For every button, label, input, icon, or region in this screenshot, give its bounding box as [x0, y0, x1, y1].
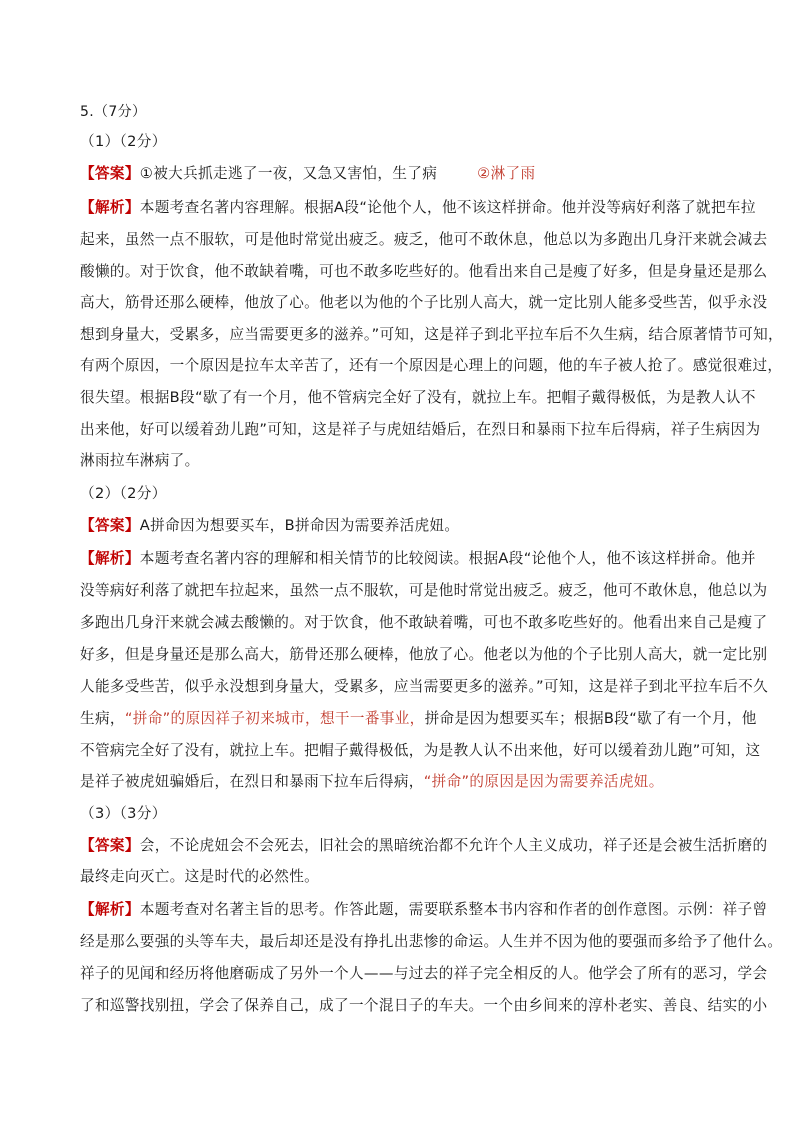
part2-title: （2）（2分）: [80, 485, 167, 502]
part2-answer-text: A拼命因为想要买车，B拼命因为需要养活虎妞。: [139, 517, 460, 534]
part3-analysis-line: 【解析】本题考查对名著主旨的思考。作答此题，需要联系整本书内容和作者的创作意图。示例：祥子曾: [80, 901, 768, 918]
part3-analysis-line: 了和巡警找别扭，学会了保养自己，成了一个混日子的车夫。一个由乡间来的淳朴老实、善良、结实的小: [80, 997, 768, 1014]
answer-label: 【答案】: [80, 165, 140, 182]
part2-analysis-line: 没等病好利落了就把车拉起来，虽然一点不服软，可是他时常觉出疲乏。疲乏，他可不敢休息，他总以为: [80, 582, 768, 599]
analysis-label: 【解析】: [80, 901, 140, 918]
part1-analysis-line: 【解析】本题考查名著内容理解。根据A段“论他个人，他不该这样拼命。他并没等病好利落了就把车拉: [80, 199, 756, 216]
part1-analysis-line: 酸懒的。对于饮食，他不敢缺着嘴，可也不敢多吃些好的。他看出来自己是瘦了好多，但是身量还是那么: [80, 263, 768, 280]
highlight-text: “拼命”的原因是因为需要养活虎妞。: [423, 773, 664, 790]
part2-answer: [80, 516, 730, 536]
part2-analysis-line: 生病，“拼命”的原因祥子初来城市，想干一番事业，拼命是因为想要买车；根据B段“歇了有一个月，他: [80, 710, 757, 727]
part1-title: （1）（2分）: [80, 133, 167, 150]
part1-analysis-line: 有两个原因，一个原因是拉车太辛苦了，还有一个原因是心理上的问题，他的车子被人抢了。感觉很难过，: [80, 357, 783, 374]
question-title: 5.（7分）: [80, 104, 147, 120]
part3-analysis-line: 经是那么要强的头等车夫，最后却还是没有挣扎出悲惨的命运。人生并不因为他的要强而多给予了他什么。: [80, 933, 783, 950]
part1-analysis-line: 想到身量大，受累多，应当需要更多的滋养。”可知，这是祥子到北平拉车后不久生病，结合原著情节可知，: [80, 326, 783, 343]
part3-title: （3）（3分）: [80, 805, 167, 822]
part3-answer-text: 会，不论虎妞会不会死去，旧社会的黑暗统治都不允许个人主义成功，祥子还是会被生活折磨的: [139, 837, 768, 854]
part1-analysis-line: 高大，筋骨还那么硬棒，他放了心。他老以为他的个子比别人高大，就一定比别人能多受些苦，似乎永没: [80, 294, 768, 311]
part3-answer-line: 最终走向灭亡。这是时代的必然性。: [80, 868, 320, 885]
part3-analysis-line: 祥子的见闻和经历将他磨砺成了另外一个人——与过去的祥子完全相反的人。他学会了所有的恶习，学会: [80, 965, 768, 982]
part2-analysis-line: 多跑出几身汗来就会减去酸懒的。对于饮食，他不敢缺着嘴，可也不敢多吃些好的。他看出来自己是瘦了: [80, 614, 768, 631]
analysis-label: 【解析】: [80, 550, 140, 567]
part2-analysis-line: 人能多受些苦，似乎永没想到身量大，受累多，应当需要更多的滋养。”可知，这是祥子到北平拉车后不久: [80, 678, 769, 695]
highlight-text: “拼命”的原因祥子初来城市，想干一番事业，: [124, 710, 425, 727]
part1-analysis-line: 淋雨拉车淋病了。: [80, 452, 200, 469]
part3-answer: [80, 836, 768, 856]
part2-analysis-line: 好多，但是身量还是那么高大，筋骨还那么硬棒，他放了心。他老以为他的个子比别人高大，就一定比别: [80, 646, 768, 663]
answer-label: 【答案】: [80, 837, 140, 854]
part2-analysis-line: 不管病完全好了没有，就拉上车。把帽子戴得极低，为是教人认不出来他，好可以缓着劲儿跑”可知，这: [80, 742, 761, 759]
answer-label: 【答案】: [80, 517, 140, 534]
part2-analysis-line: 【解析】本题考查名著内容的理解和相关情节的比较阅读。根据A段“论他个人，他不该这样拼命。他并: [80, 550, 756, 567]
part1-analysis-line: 出来他，好可以缓着劲儿跑”可知，这是祥子与虎妞结婚后，在烈日和暴雨下拉车后得病，祥子生病因为: [80, 421, 761, 438]
part1-analysis-line: 起来，虽然一点不服软，可是他时常觉出疲乏。疲乏，他可不敢休息，他总以为多跑出几身汗来就会减去: [80, 231, 768, 248]
part1-answer: [80, 164, 730, 184]
part1-answer-text-b: ②淋了雨: [477, 165, 536, 182]
part1-answer-text-a: ①被大兵抓走逃了一夜，又急又害怕，生了病: [139, 165, 438, 182]
part1-analysis-line: 很失望。根据B段“歇了有一个月，他不管病完全好了没有，就拉上车。把帽子戴得极低，为是教人认不: [80, 389, 756, 406]
analysis-label: 【解析】: [80, 199, 140, 216]
part2-analysis-line: 是祥子被虎妞骗婚后，在烈日和暴雨下拉车后得病，“拼命”的原因是因为需要养活虎妞。: [80, 773, 664, 790]
